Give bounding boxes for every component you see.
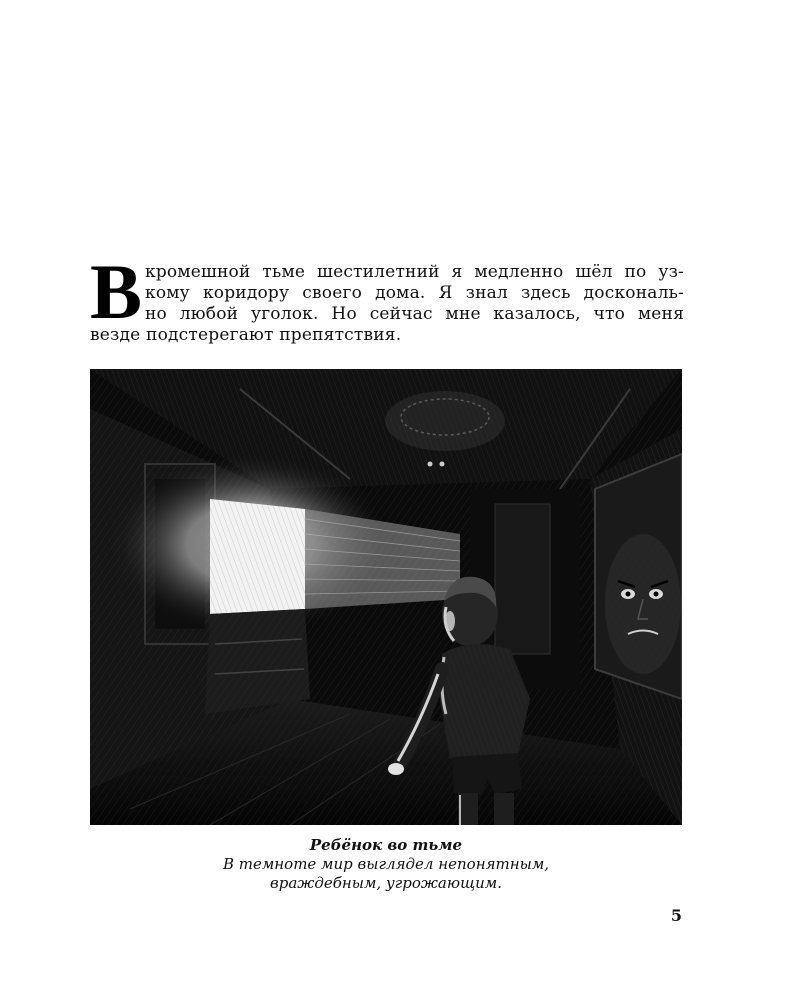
paragraph-line-3: но любой уголок. Но сейчас мне казалось, что меня — [145, 304, 684, 324]
figure-caption — [90, 836, 682, 893]
paragraph-line-1: кромешной тьме шестилетний я медленно шёл по уз- — [145, 262, 684, 282]
illustration-child-in-dark — [90, 369, 682, 825]
caption-line-1: В темноте мир выглядел непонятным, — [222, 855, 550, 873]
caption-title: Ребёнок во тьме — [309, 836, 463, 854]
page-number: 5 — [670, 906, 682, 925]
illustration-drawing — [90, 369, 682, 825]
paragraph-line-2: кому коридору своего дома. Я знал здесь доскональ- — [145, 283, 684, 303]
drop-cap: В — [90, 248, 143, 335]
paragraph-line-4: везде подстерегают препятствия. — [90, 325, 402, 345]
caption-line-2: враждебным, угрожающим. — [270, 874, 502, 892]
